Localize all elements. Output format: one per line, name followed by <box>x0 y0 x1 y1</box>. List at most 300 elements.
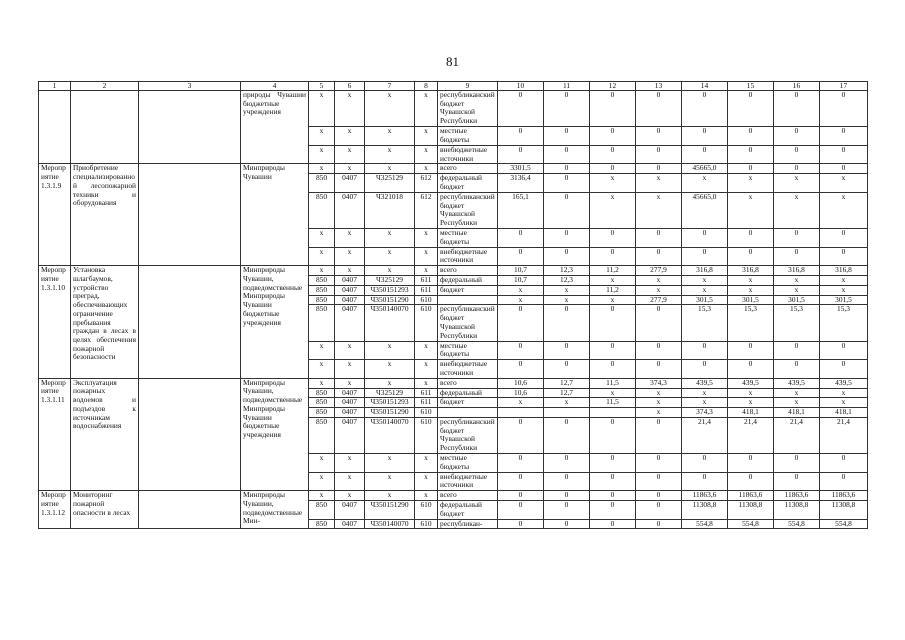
funding-source-cell: внебюджетные источники <box>438 472 498 491</box>
budget-code-cell: 0407 <box>335 417 365 453</box>
column-number: 17 <box>820 82 868 91</box>
budget-code-cell: 850 <box>309 388 335 398</box>
measure-code-cell: Мероприятие 1.3.1.9 <box>39 164 71 266</box>
amount-cell: 0 <box>590 360 636 379</box>
budget-code-cell: x <box>309 228 335 247</box>
budget-code-cell: x <box>365 472 415 491</box>
amount-cell: 0 <box>728 228 774 247</box>
amount-cell: 0 <box>544 145 590 164</box>
amount-cell: 316,8 <box>728 266 774 276</box>
executor-cell: Минприроды Чувашии, подведомственные Минприроды Чувашии бюджетные учреждения <box>241 378 309 491</box>
amount-cell: 10,7 <box>498 266 544 276</box>
amount-cell: 0 <box>544 501 590 520</box>
amount-cell: 165,1 <box>498 192 544 228</box>
table-row <box>39 378 868 388</box>
budget-code-cell: x <box>415 266 438 276</box>
amount-cell: 0 <box>544 491 590 501</box>
amount-cell: x <box>544 398 590 408</box>
budget-code-cell: x <box>335 378 365 388</box>
funding-source-cell: республиканский бюджет Чувашской Республики <box>438 91 498 127</box>
amount-cell: 0 <box>498 341 544 360</box>
budget-code-cell: 610 <box>415 417 438 453</box>
funding-source-cell: местные бюджеты <box>438 228 498 247</box>
column-number: 1 <box>39 82 71 91</box>
executor-cell: Минприроды Чувашии, подведомственные Мин- <box>241 491 309 529</box>
amount-cell: 0 <box>590 305 636 341</box>
amount-cell: 11,5 <box>590 378 636 388</box>
budget-code-cell: x <box>415 491 438 501</box>
amount-cell: 0 <box>590 228 636 247</box>
amount-cell: 0 <box>682 145 728 164</box>
amount-cell: 439,5 <box>774 378 820 388</box>
amount-cell: 316,8 <box>682 266 728 276</box>
budget-code-cell: 0407 <box>335 519 365 529</box>
amount-cell: 439,5 <box>728 378 774 388</box>
amount-cell: 0 <box>820 145 868 164</box>
amount-cell: 0 <box>544 305 590 341</box>
budget-code-cell: x <box>309 454 335 473</box>
amount-cell: x <box>636 388 682 398</box>
amount-cell: 10,7 <box>498 275 544 285</box>
amount-cell: 0 <box>590 519 636 529</box>
empty-cell <box>139 91 241 164</box>
budget-code-cell: 850 <box>309 285 335 295</box>
budget-code-cell: 850 <box>309 501 335 520</box>
amount-cell: 439,5 <box>682 378 728 388</box>
budget-code-cell: x <box>365 228 415 247</box>
budget-code-cell: 0407 <box>335 388 365 398</box>
funding-source-cell <box>438 295 498 305</box>
measure-name-cell <box>71 91 139 164</box>
budget-code-cell: Ч350140070 <box>365 305 415 341</box>
amount-cell: 0 <box>682 247 728 266</box>
budget-code-cell: 0407 <box>335 295 365 305</box>
budget-code-cell: x <box>415 91 438 127</box>
amount-cell: 15,3 <box>774 305 820 341</box>
measure-name-cell: Мониторинг пожарной опасности в лесах <box>71 491 139 529</box>
budget-code-cell: Ч350140070 <box>365 417 415 453</box>
budget-code-cell: 612 <box>415 192 438 228</box>
amount-cell: 0 <box>728 472 774 491</box>
amount-cell: x <box>498 295 544 305</box>
budget-code-cell: 610 <box>415 408 438 418</box>
budget-code-cell: x <box>309 164 335 174</box>
amount-cell: 0 <box>636 472 682 491</box>
budget-code-cell: x <box>415 472 438 491</box>
amount-cell: 0 <box>498 127 544 146</box>
column-number: 16 <box>774 82 820 91</box>
budget-code-cell: x <box>309 247 335 266</box>
amount-cell: x <box>544 295 590 305</box>
budget-code-cell: Ч350151290 <box>365 408 415 418</box>
budget-code-cell: Ч350151293 <box>365 398 415 408</box>
funding-source-cell: внебюджетные источники <box>438 145 498 164</box>
amount-cell: 15,3 <box>820 305 868 341</box>
amount-cell: 418,1 <box>820 408 868 418</box>
amount-cell: 0 <box>544 519 590 529</box>
amount-cell: 418,1 <box>728 408 774 418</box>
budget-code-cell: x <box>335 91 365 127</box>
amount-cell: 277,9 <box>636 266 682 276</box>
amount-cell: 301,5 <box>774 295 820 305</box>
amount-cell: 0 <box>774 341 820 360</box>
amount-cell: x <box>820 174 868 193</box>
amount-cell: 0 <box>728 341 774 360</box>
amount-cell: 11308,8 <box>728 501 774 520</box>
amount-cell: x <box>498 398 544 408</box>
amount-cell: 0 <box>774 228 820 247</box>
amount-cell: 0 <box>636 164 682 174</box>
amount-cell: 0 <box>682 228 728 247</box>
amount-cell: 0 <box>820 91 868 127</box>
table-row <box>39 491 868 501</box>
budget-code-cell: x <box>335 164 365 174</box>
budget-code-cell: 0407 <box>335 174 365 193</box>
budget-code-cell: x <box>309 491 335 501</box>
budget-code-cell: x <box>415 127 438 146</box>
amount-cell: 418,1 <box>774 408 820 418</box>
funding-source-cell: федеральный бюджет <box>438 174 498 193</box>
amount-cell: 12,7 <box>544 378 590 388</box>
amount-cell: 0 <box>820 341 868 360</box>
amount-cell: 0 <box>498 247 544 266</box>
amount-cell: 3301,5 <box>498 164 544 174</box>
amount-cell: 554,8 <box>728 519 774 529</box>
amount-cell: 0 <box>544 91 590 127</box>
amount-cell: 0 <box>498 305 544 341</box>
funding-source-cell <box>438 408 498 418</box>
budget-code-cell: 611 <box>415 275 438 285</box>
amount-cell: 15,3 <box>728 305 774 341</box>
budget-code-cell: Ч321018 <box>365 192 415 228</box>
amount-cell: 0 <box>590 145 636 164</box>
budget-code-cell: 0407 <box>335 275 365 285</box>
budget-table <box>38 81 868 529</box>
amount-cell: 0 <box>774 164 820 174</box>
amount-cell: x <box>682 388 728 398</box>
budget-code-cell: x <box>335 341 365 360</box>
amount-cell <box>544 408 590 418</box>
amount-cell: 0 <box>544 341 590 360</box>
amount-cell: 0 <box>636 491 682 501</box>
budget-code-cell: x <box>415 454 438 473</box>
budget-code-cell: 610 <box>415 501 438 520</box>
amount-cell: 316,8 <box>774 266 820 276</box>
amount-cell: 0 <box>820 472 868 491</box>
amount-cell <box>590 408 636 418</box>
column-number: 10 <box>498 82 544 91</box>
amount-cell: 0 <box>636 305 682 341</box>
amount-cell: 0 <box>636 228 682 247</box>
amount-cell: 277,9 <box>636 295 682 305</box>
amount-cell: 0 <box>728 247 774 266</box>
budget-code-cell: x <box>335 454 365 473</box>
amount-cell: 0 <box>728 360 774 379</box>
amount-cell: 11863,6 <box>820 491 868 501</box>
amount-cell: x <box>590 174 636 193</box>
amount-cell: 0 <box>590 472 636 491</box>
amount-cell <box>498 408 544 418</box>
column-number: 13 <box>636 82 682 91</box>
amount-cell: 0 <box>820 228 868 247</box>
budget-code-cell: x <box>365 247 415 266</box>
amount-cell: 0 <box>590 247 636 266</box>
amount-cell: x <box>774 398 820 408</box>
budget-code-cell: 850 <box>309 408 335 418</box>
budget-code-cell: 610 <box>415 519 438 529</box>
amount-cell: 0 <box>590 417 636 453</box>
funding-source-cell: внебюджетные источники <box>438 247 498 266</box>
amount-cell: x <box>682 285 728 295</box>
amount-cell: 0 <box>682 127 728 146</box>
amount-cell: 0 <box>682 91 728 127</box>
amount-cell: 11,2 <box>590 285 636 295</box>
funding-source-cell: бюджет <box>438 398 498 408</box>
budget-code-cell: x <box>309 145 335 164</box>
amount-cell: 316,8 <box>820 266 868 276</box>
amount-cell: 12,7 <box>544 388 590 398</box>
amount-cell: 0 <box>820 127 868 146</box>
amount-cell: 0 <box>774 360 820 379</box>
budget-code-cell: x <box>365 360 415 379</box>
funding-source-cell: бюджет <box>438 285 498 295</box>
amount-cell: 0 <box>820 360 868 379</box>
amount-cell: 0 <box>498 360 544 379</box>
budget-code-cell: Ч350151290 <box>365 501 415 520</box>
budget-code-cell: 611 <box>415 398 438 408</box>
amount-cell: x <box>636 192 682 228</box>
budget-code-cell: x <box>309 266 335 276</box>
budget-code-cell: x <box>415 341 438 360</box>
funding-source-cell: всего <box>438 266 498 276</box>
amount-cell: 15,3 <box>682 305 728 341</box>
amount-cell: 0 <box>544 164 590 174</box>
amount-cell: x <box>682 398 728 408</box>
budget-code-cell: x <box>309 341 335 360</box>
budget-code-cell: 850 <box>309 417 335 453</box>
amount-cell: 45665,0 <box>682 164 728 174</box>
amount-cell: 0 <box>498 501 544 520</box>
amount-cell: 12,3 <box>544 275 590 285</box>
amount-cell: 0 <box>636 247 682 266</box>
measure-code-cell: Мероприятие 1.3.1.11 <box>39 378 71 491</box>
amount-cell: x <box>774 388 820 398</box>
budget-code-cell: x <box>309 91 335 127</box>
amount-cell: 0 <box>590 164 636 174</box>
funding-source-cell: федеральный бюджет <box>438 501 498 520</box>
amount-cell: 0 <box>544 247 590 266</box>
amount-cell: 0 <box>728 454 774 473</box>
amount-cell: x <box>590 295 636 305</box>
amount-cell: 10,6 <box>498 378 544 388</box>
amount-cell: 21,4 <box>820 417 868 453</box>
budget-code-cell: 611 <box>415 285 438 295</box>
measure-code-cell <box>39 91 71 164</box>
budget-code-cell: Ч350140070 <box>365 519 415 529</box>
amount-cell: x <box>774 192 820 228</box>
amount-cell: x <box>590 388 636 398</box>
budget-code-cell: 0407 <box>335 501 365 520</box>
amount-cell: 0 <box>636 454 682 473</box>
amount-cell: x <box>820 388 868 398</box>
budget-code-cell: x <box>309 472 335 491</box>
amount-cell: 0 <box>774 145 820 164</box>
budget-code-cell: 0407 <box>335 398 365 408</box>
funding-source-cell: всего <box>438 378 498 388</box>
funding-source-cell: федеральный <box>438 388 498 398</box>
amount-cell: x <box>590 192 636 228</box>
budget-code-cell: x <box>365 378 415 388</box>
budget-code-cell: x <box>415 378 438 388</box>
budget-code-cell: x <box>335 266 365 276</box>
amount-cell: 0 <box>682 472 728 491</box>
budget-code-cell: 850 <box>309 305 335 341</box>
amount-cell: 0 <box>636 341 682 360</box>
amount-cell: 0 <box>774 91 820 127</box>
budget-code-cell: 850 <box>309 174 335 193</box>
budget-code-cell: 0407 <box>335 408 365 418</box>
amount-cell: 0 <box>498 472 544 491</box>
amount-cell: x <box>820 398 868 408</box>
amount-cell: 11308,8 <box>774 501 820 520</box>
amount-cell: 0 <box>544 360 590 379</box>
budget-code-cell: x <box>309 378 335 388</box>
amount-cell: 0 <box>498 91 544 127</box>
budget-code-cell: Ч350151293 <box>365 285 415 295</box>
table-row <box>39 266 868 276</box>
budget-code-cell: 850 <box>309 295 335 305</box>
budget-code-cell: x <box>365 491 415 501</box>
amount-cell: 0 <box>544 174 590 193</box>
funding-source-cell: внебюджетные источники <box>438 360 498 379</box>
amount-cell: 0 <box>544 417 590 453</box>
budget-code-cell: Ч350151290 <box>365 295 415 305</box>
funding-source-cell: местные бюджеты <box>438 127 498 146</box>
amount-cell: x <box>728 275 774 285</box>
amount-cell: 45665,0 <box>682 192 728 228</box>
budget-code-cell: x <box>335 145 365 164</box>
amount-cell: x <box>774 285 820 295</box>
executor-cell: Минприроды Чувашии, подведомственные Минприроды Чувашии бюджетные учреждения <box>241 266 309 379</box>
amount-cell: 21,4 <box>774 417 820 453</box>
budget-code-cell: x <box>365 341 415 360</box>
budget-code-cell: x <box>415 247 438 266</box>
funding-source-cell: республикан- <box>438 519 498 529</box>
amount-cell: 0 <box>544 192 590 228</box>
column-number: 9 <box>438 82 498 91</box>
amount-cell: 0 <box>590 491 636 501</box>
budget-code-cell: x <box>335 127 365 146</box>
amount-cell: 554,8 <box>774 519 820 529</box>
budget-code-cell: 0407 <box>335 192 365 228</box>
amount-cell: 0 <box>774 127 820 146</box>
amount-cell: x <box>728 192 774 228</box>
amount-cell: 11863,6 <box>682 491 728 501</box>
amount-cell: x <box>728 285 774 295</box>
budget-code-cell: x <box>415 360 438 379</box>
budget-code-cell: Ч325129 <box>365 275 415 285</box>
amount-cell: x <box>636 174 682 193</box>
budget-code-cell: x <box>365 454 415 473</box>
funding-source-cell: всего <box>438 491 498 501</box>
amount-cell: 0 <box>498 454 544 473</box>
budget-code-cell: 610 <box>415 295 438 305</box>
measure-name-cell: Установка шлагбаумов, устройство преград, обеспечивающих ограничение пребывания граждан в лесах в целях обеспечения пожарной безопасности <box>71 266 139 379</box>
amount-cell: 0 <box>636 360 682 379</box>
amount-cell: 0 <box>544 127 590 146</box>
amount-cell: 0 <box>498 417 544 453</box>
amount-cell: 554,8 <box>820 519 868 529</box>
budget-code-cell: x <box>335 228 365 247</box>
budget-code-cell: 612 <box>415 174 438 193</box>
amount-cell: 3136,4 <box>498 174 544 193</box>
amount-cell: 0 <box>590 341 636 360</box>
amount-cell: 21,4 <box>682 417 728 453</box>
column-number: 7 <box>365 82 415 91</box>
measure-code-cell: Мероприятие 1.3.1.10 <box>39 266 71 379</box>
amount-cell: 301,5 <box>728 295 774 305</box>
amount-cell: 0 <box>590 454 636 473</box>
column-number: 14 <box>682 82 728 91</box>
amount-cell: 554,8 <box>682 519 728 529</box>
amount-cell: 301,5 <box>820 295 868 305</box>
amount-cell: x <box>544 285 590 295</box>
amount-cell: x <box>636 275 682 285</box>
amount-cell: 0 <box>636 127 682 146</box>
amount-cell: 0 <box>498 519 544 529</box>
amount-cell: 0 <box>636 417 682 453</box>
amount-cell: x <box>728 398 774 408</box>
amount-cell: 0 <box>590 91 636 127</box>
budget-code-cell: x <box>365 127 415 146</box>
amount-cell: 0 <box>498 491 544 501</box>
amount-cell: 0 <box>590 501 636 520</box>
amount-cell: 0 <box>682 341 728 360</box>
empty-cell <box>139 491 241 529</box>
column-number: 6 <box>335 82 365 91</box>
amount-cell: 12,3 <box>544 266 590 276</box>
amount-cell: x <box>728 174 774 193</box>
funding-source-cell: местные бюджеты <box>438 341 498 360</box>
measure-code-cell: Мероприятие 1.3.1.12 <box>39 491 71 529</box>
amount-cell: x <box>636 285 682 295</box>
executor-cell: Минприроды Чувашии <box>241 164 309 266</box>
amount-cell: 301,5 <box>682 295 728 305</box>
amount-cell: 0 <box>636 501 682 520</box>
amount-cell: 439,5 <box>820 378 868 388</box>
budget-code-cell: 850 <box>309 275 335 285</box>
budget-code-cell: x <box>365 145 415 164</box>
column-number: 15 <box>728 82 774 91</box>
budget-code-cell: 850 <box>309 398 335 408</box>
budget-code-cell: 0407 <box>335 285 365 295</box>
amount-cell: 0 <box>636 519 682 529</box>
amount-cell: 0 <box>544 472 590 491</box>
empty-cell <box>139 164 241 266</box>
amount-cell: 0 <box>774 472 820 491</box>
budget-code-cell: 850 <box>309 519 335 529</box>
table-row <box>39 91 868 127</box>
budget-code-cell: x <box>365 164 415 174</box>
amount-cell: 0 <box>682 360 728 379</box>
column-number: 2 <box>71 82 139 91</box>
amount-cell: 0 <box>636 145 682 164</box>
budget-code-cell: x <box>309 360 335 379</box>
amount-cell: x <box>636 398 682 408</box>
budget-code-cell: x <box>365 91 415 127</box>
budget-code-cell: x <box>365 266 415 276</box>
amount-cell: x <box>636 408 682 418</box>
